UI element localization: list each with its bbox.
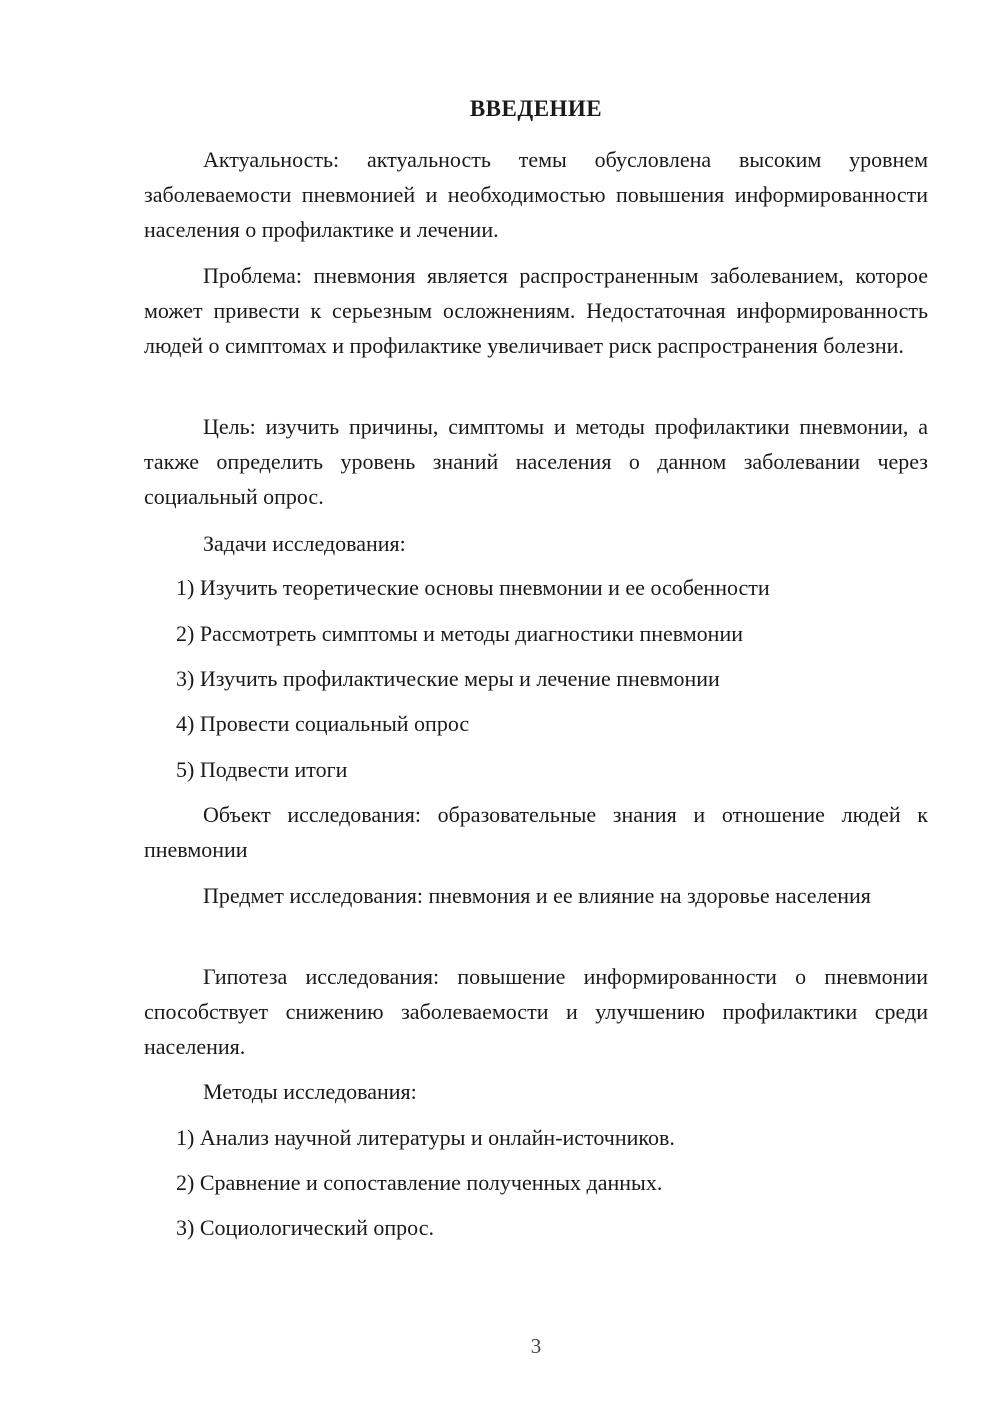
paragraph-subject: Предмет исследования: пневмония и ее влияние на здоровье населения <box>203 883 871 908</box>
task-item-1: 1) Изучить теоретические основы пневмонии и ее особенности <box>176 575 770 600</box>
paragraph-goal: Цель: изучить причины, симптомы и методы профилактики пневмонии, а также определить уровень знаний населения о данном заболевании через социальный опрос. <box>144 414 928 509</box>
task-item-2: 2) Рассмотреть симптомы и методы диагностики пневмонии <box>176 621 744 646</box>
task-item-5: 5) Подвести итоги <box>176 757 348 782</box>
task-item-4: 4) Провести социальный опрос <box>176 711 470 736</box>
page-title: ВВЕДЕНИЕ <box>469 96 603 121</box>
paragraph-hypothesis: Гипотеза исследования: повышение информированности о пневмонии способствует снижению заболеваемости и улучшению профилактики среди населения. <box>144 964 928 1059</box>
methods-heading: Методы исследования: <box>203 1079 417 1104</box>
method-item-1: 1) Анализ научной литературы и онлайн-источников. <box>176 1125 675 1150</box>
task-item-3: 3) Изучить профилактические меры и лечение пневмонии <box>176 666 720 691</box>
paragraph-relevance: Актуальность: актуальность темы обусловлена высоким уровнем заболеваемости пневмонией и необходимостью повышения информированности населения о профилактике и лечении. <box>144 147 928 242</box>
paragraph-problem: Проблема: пневмония является распространенным заболеванием, которое может привести к серьезным осложнениям. Недостаточная информированность людей о симптомах и профилактике увеличивает риск распространения болезни. <box>144 263 928 358</box>
paragraph-object: Объект исследования: образовательные знания и отношение людей к пневмонии <box>144 802 928 862</box>
method-item-2: 2) Сравнение и сопоставление полученных данных. <box>176 1170 663 1195</box>
method-item-3: 3) Социологический опрос. <box>176 1215 434 1240</box>
page-number: 3 <box>530 1334 542 1358</box>
tasks-heading: Задачи исследования: <box>203 531 406 556</box>
